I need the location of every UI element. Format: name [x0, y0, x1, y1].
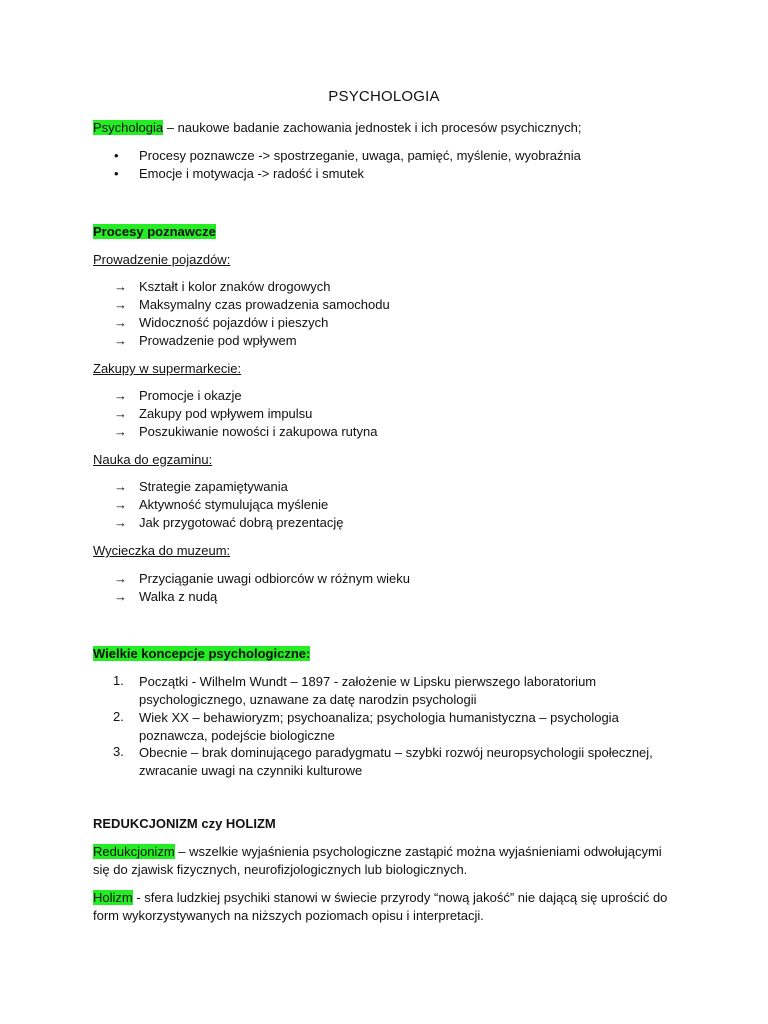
list-item: → Maksymalny czas prowadzenia samochodu: [114, 297, 390, 312]
list-item: → Walka z nudą: [114, 589, 218, 604]
bullet-icon: •: [114, 166, 119, 181]
intro-term: Psychologia: [93, 120, 164, 135]
list-item: • Procesy poznawcze -> spostrzeganie, uwaga, pamięć, myślenie, wyobraźnia: [114, 148, 581, 163]
list-item: → Promocje i okazje: [114, 388, 242, 403]
arrow-right-icon: →: [114, 571, 127, 586]
arrow-right-icon: →: [114, 497, 127, 512]
arrow-right-icon: →: [114, 424, 127, 439]
list-item: → Strategie zapamiętywania: [114, 479, 288, 494]
group-label: Zakupy w supermarkecie:: [93, 361, 242, 376]
arrow-right-icon: →: [114, 388, 127, 403]
item-number: 1.: [113, 673, 124, 688]
paragraph-holism: Holizm - sfera ludzkiej psychiki stanowi w świecie przyrody “nową jakość” nie dającą się uprościć do form wykorzystywanych na niższych poziomach opisu i interpretacji.: [93, 890, 668, 923]
arrow-right-icon: →: [114, 406, 127, 421]
list-item: → Widoczność pojazdów i pieszych: [114, 315, 329, 330]
list-item: → Poszukiwanie nowości i zakupowa rutyna: [114, 424, 378, 439]
list-item: → Zakupy pod wpływem impulsu: [114, 406, 313, 421]
arrow-right-icon: →: [114, 479, 127, 494]
section-heading-cognitive: Procesy poznawcze: [93, 224, 216, 239]
arrow-right-icon: →: [114, 515, 127, 530]
list-item: → Przyciąganie uwagi odbiorców w różnym wieku: [114, 571, 410, 586]
list-item: → Kształt i kolor znaków drogowych: [114, 279, 331, 294]
arrow-right-icon: →: [114, 279, 127, 294]
bullet-icon: •: [114, 148, 119, 163]
intro-definition: [93, 120, 582, 135]
intro-definition-text: – naukowe badanie zachowania jednostek i ich procesów psychicznych;: [163, 120, 582, 135]
list-item: • Emocje i motywacja -> radość i smutek: [114, 166, 365, 181]
arrow-right-icon: →: [114, 297, 127, 312]
item-number: 2.: [113, 709, 124, 724]
paragraph-reductionism: Redukcjonizm – wszelkie wyjaśnienia psychologiczne zastąpić można wyjaśnieniami odwołującymi się do zjawisk fizycznych, neurofizjologicznych lub biologicznych.: [93, 844, 662, 877]
section-heading-concepts: Wielkie koncepcje psychologiczne:: [93, 646, 311, 661]
arrow-right-icon: →: [114, 333, 127, 348]
item-number: 3.: [113, 744, 124, 759]
term-holism: Holizm: [93, 890, 133, 905]
arrow-right-icon: →: [114, 315, 127, 330]
term-reductionism: Redukcjonizm: [93, 844, 175, 859]
section-heading-reduction: REDUKCJONIZM czy HOLIZM: [93, 816, 276, 831]
arrow-right-icon: →: [114, 589, 127, 604]
list-item: → Prowadzenie pod wpływem: [114, 333, 297, 348]
list-item: → Aktywność stymulująca myślenie: [114, 497, 329, 512]
list-item: → Jak przygotować dobrą prezentację: [114, 515, 344, 530]
group-label: Nauka do egzaminu:: [93, 452, 213, 467]
group-label: Wycieczka do muzeum:: [93, 543, 231, 558]
group-label: Prowadzenie pojazdów:: [93, 252, 231, 267]
page-title: PSYCHOLOGIA: [328, 88, 440, 105]
